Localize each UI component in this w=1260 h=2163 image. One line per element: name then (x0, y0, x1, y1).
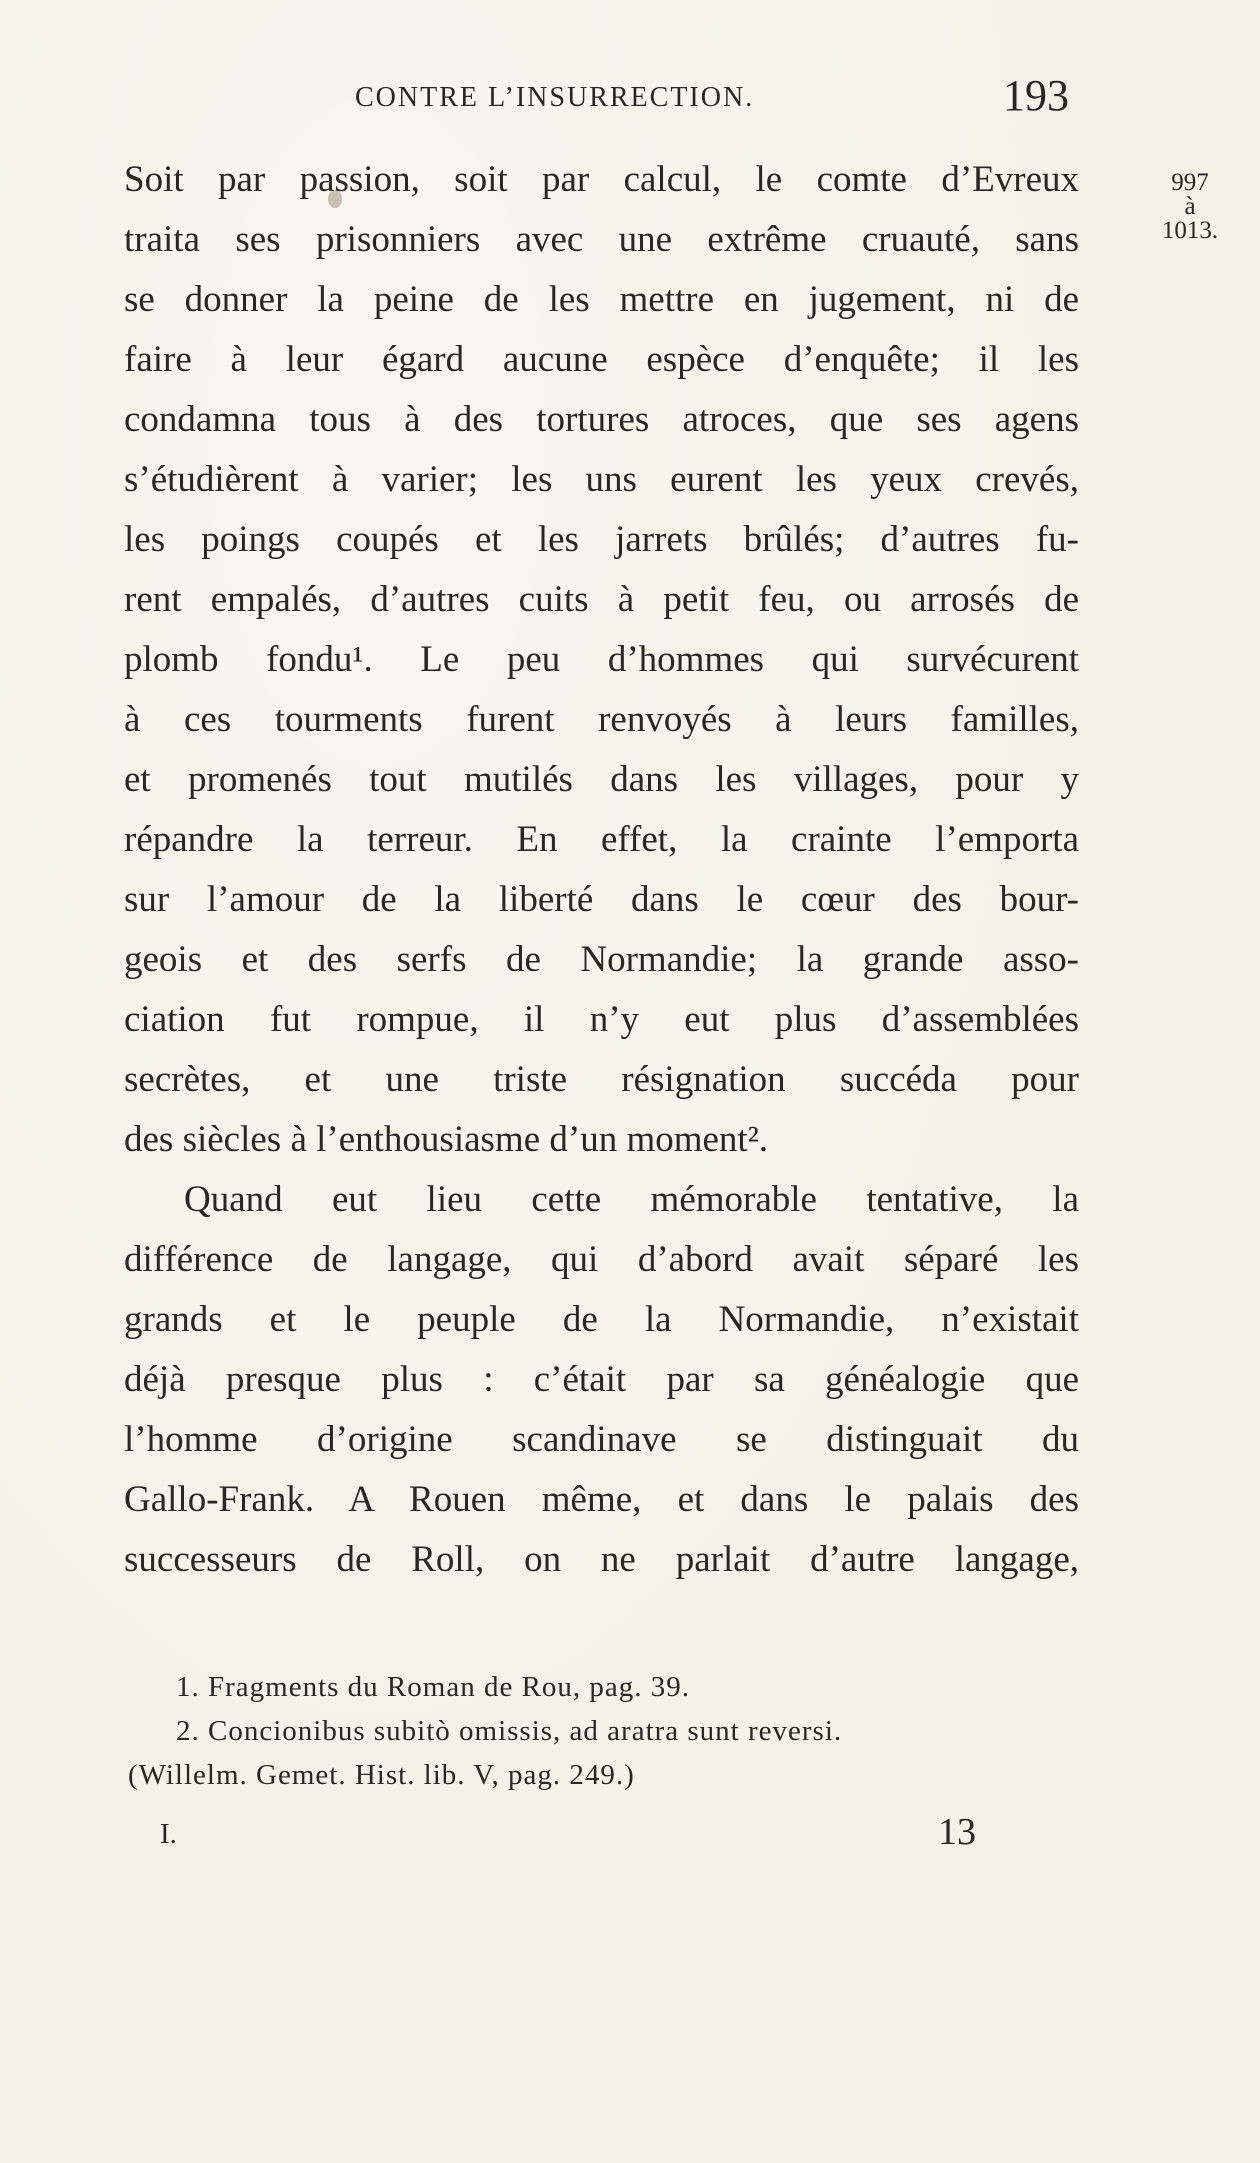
text-line: déjà presque plus : c’était par sa généalogie que (124, 1359, 1079, 1400)
text-line: des siècles à l’enthousiasme d’un moment². (124, 1119, 769, 1160)
text-line: Gallo-Frank. A Rouen même, et dans le palais des (124, 1479, 1079, 1520)
footnotes (128, 1665, 1086, 1797)
margin-date-start: 997 (1171, 169, 1209, 196)
page-number: 193 (1003, 71, 1069, 120)
text-line: traita ses prisonniers avec une extrême cruauté, sans (124, 219, 1079, 260)
text-line: plomb fondu¹. Le peu d’hommes qui survécurent (124, 639, 1079, 680)
paragraph-start-line: Quand eut lieu cette mémorable tentative, la (184, 1179, 1079, 1220)
text-line: geois et des serfs de Normandie; la grande asso- (124, 939, 1079, 980)
text-line: Soit par passion, soit par calcul, le comte d’Evreux (124, 159, 1079, 200)
text-line: l’homme d’origine scandinave se distinguait du (124, 1419, 1079, 1460)
text-line: à ces tourments furent renvoyés à leurs familles, (124, 699, 1079, 740)
margin-date-separator: à (1184, 193, 1196, 220)
volume-signature: I. (160, 1818, 177, 1850)
text-line: secrètes, et une triste résignation succéda pour (124, 1059, 1079, 1100)
text-line: successeurs de Roll, on ne parlait d’autre langage, (124, 1539, 1079, 1580)
text-line: sur l’amour de la liberté dans le cœur des bour- (124, 879, 1079, 920)
text-line: répandre la terreur. En effet, la crainte l’emporta (124, 819, 1079, 860)
footnote-2-continuation: (Willelm. Gemet. Hist. lib. V, pag. 249.) (128, 1759, 635, 1791)
text-line: condamna tous à des tortures atroces, que ses agens (124, 399, 1079, 440)
running-title: CONTRE L’INSURRECTION. (355, 82, 755, 113)
margin-date-end: 1013. (1161, 217, 1219, 244)
footnote-2: 2. Concionibus subitò omissis, ad aratra sunt reversi. (176, 1715, 843, 1747)
text-line: se donner la peine de les mettre en jugement, ni de (124, 279, 1079, 320)
text-line: faire à leur égard aucune espèce d’enquête; il les (124, 339, 1079, 380)
main-text (124, 150, 1079, 1590)
margin-date-note (1145, 170, 1235, 242)
text-line: ciation fut rompue, il n’y eut plus d’assemblées (124, 999, 1079, 1040)
footnote-1: 1. Fragments du Roman de Rou, pag. 39. (176, 1671, 691, 1703)
text-line: les poings coupés et les jarrets brûlés; d’autres fu- (124, 519, 1079, 560)
text-line: rent empalés, d’autres cuits à petit feu, ou arrosés de (124, 579, 1079, 620)
text-line: s’étudièrent à varier; les uns eurent les yeux crevés, (124, 459, 1079, 500)
text-line: grands et le peuple de la Normandie, n’existait (124, 1299, 1079, 1340)
sheet-signature: 13 (938, 1811, 976, 1853)
text-line: différence de langage, qui d’abord avait séparé les (124, 1239, 1079, 1280)
text-line: et promenés tout mutilés dans les villages, pour y (124, 759, 1079, 800)
